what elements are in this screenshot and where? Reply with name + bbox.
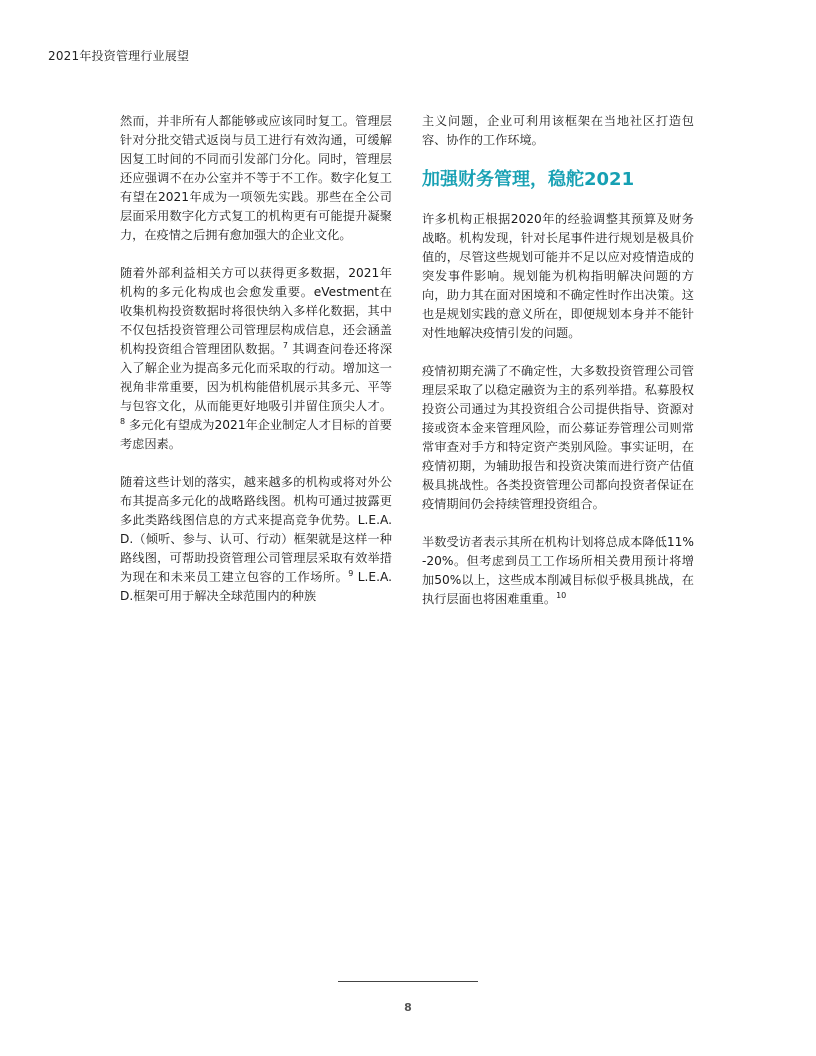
footer-rule (338, 981, 478, 982)
section-heading: 加强财务管理，稳舵2021 (422, 169, 635, 190)
footnote-ref-8: 8 (120, 416, 126, 426)
right-paragraph-1 (422, 210, 694, 343)
left-p3a-text: 随着这些计划的落实，越来越多的机构或将对外公布其提高多元化的战略路线图。机构可通过披露更多此类路线图信息的方式来提高竞争优势。L.E.A.D.（倾听、参与、认可、行动）框架就是这样一种路线图，可帮助投资管理公司管理层采取有效举措为现在和未来员工建立包容的工作场所。 (120, 475, 392, 584)
left-p2b-text: 其调查问卷还将深入了解企业为提高多元化而采取的行动。增加这一视角非常重要，因为机构能借机展示其多元、平等与包容文化，从而能更好地吸引并留住顶尖人才。 (120, 342, 393, 413)
footnote-ref-9: 9 (348, 568, 354, 578)
left-column (120, 112, 392, 606)
left-paragraph-1 (120, 112, 392, 245)
right-column (422, 112, 694, 609)
left-p1-text: 然而，并非所有人都能够或应该同时复工。管理层针对分批交错式返岗与员工进行有效沟通，可缓解因复工时间的不同而引发部门分化。同时，管理层还应强调不在办公室并不等于不工作。数字化复工有望在2021年成为一项领先实践。那些在全公司层面采用数字化方式复工的机构更有可能提升凝聚力，在疫情之后拥有愈加强大的企业文化。 (120, 114, 392, 242)
footnote-ref-10: 10 (556, 590, 567, 600)
right-paragraph-0 (422, 112, 694, 150)
left-p2c-text: 多元化有望成为2021年企业制定人才目标的首要考虑因素。 (120, 418, 392, 451)
footnote-ref-7: 7 (282, 340, 288, 350)
right-p2-text: 疫情初期充满了不确定性，大多数投资管理公司管理层采取了以稳定融资为主的系列举措。私募股权投资公司通过为其投资组合公司提供指导、资源对接或资本金来管理风险，而公募证券管理公司则常常审查对手方和特定资产类别风险。事实证明，在疫情初期，为辅助报告和投资决策而进行资产估值极具挑战性。各类投资管理公司都向投资者保证在疫情期间仍会持续管理投资组合。 (422, 364, 694, 511)
page-number: 8 (404, 1001, 412, 1014)
left-p3b-text: L.E.A.D.框架可用于解决全球范围内的种族 (120, 570, 392, 603)
left-paragraph-2 (120, 264, 392, 454)
left-p2a-text: 随着外部利益相关方可以获得更多数据，2021年机构的多元化构成也会愈发重要。eVestment在收集机构投资数据时将很快纳入多样化数据，其中不仅包括投资管理公司管理层构成信息，还会涵盖机构投资组合管理团队数据。 (120, 266, 392, 356)
right-p1-text: 许多机构正根据2020年的经验调整其预算及财务战略。机构发现，针对长尾事件进行规划是极具价值的，尽管这些规划可能并不足以应对疫情造成的突发事件影响。规划能为机构指明解决问题的方向，助力其在面对困境和不确定性时作出决策。这也是规划实践的意义所在，即便规划本身并不能针对性地解决疫情引发的问题。 (422, 212, 694, 340)
right-p0-text: 主义问题，企业可利用该框架在当地社区打造包容、协作的工作环境。 (422, 114, 694, 147)
right-p3a-text: 半数受访者表示其所在机构计划将总成本降低11%-20%。但考虑到员工工作场所相关费用预计将增加50%以上，这些成本削减目标似乎极具挑战，在执行层面也将困难重重。 (422, 535, 694, 606)
right-paragraph-3 (422, 533, 694, 609)
right-paragraph-2 (422, 362, 694, 514)
running-header: 2021年投资管理行业展望 (48, 49, 190, 63)
left-paragraph-3 (120, 473, 392, 606)
